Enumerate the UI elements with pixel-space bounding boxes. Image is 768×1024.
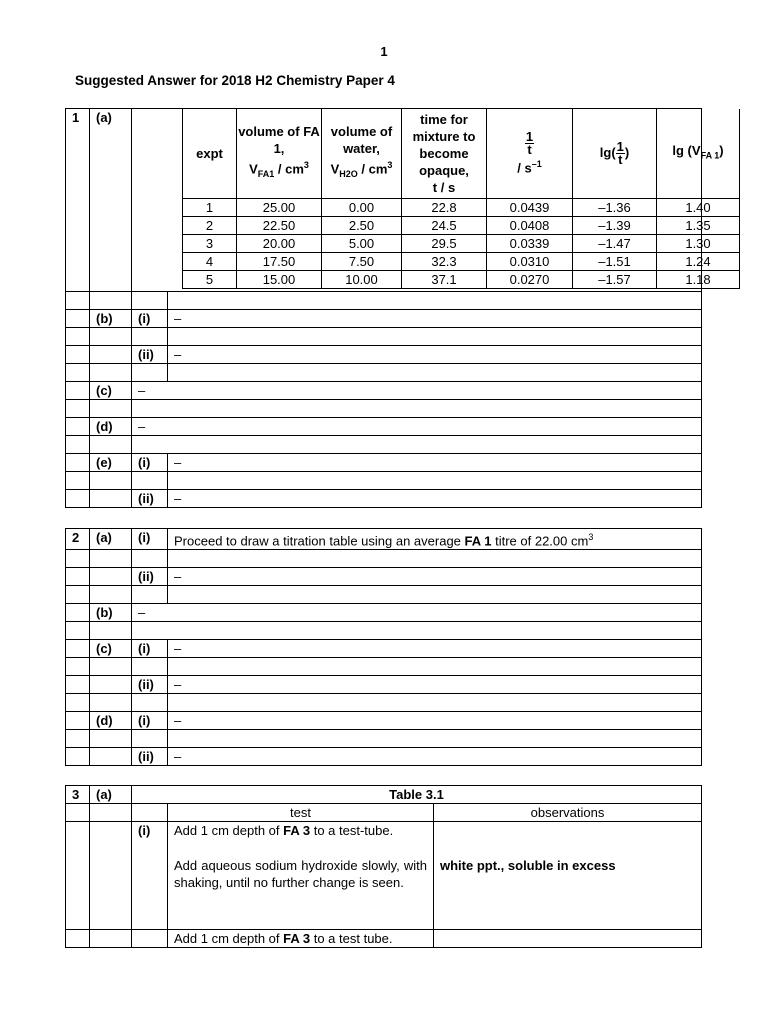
rate-results-table	[182, 109, 740, 289]
q2c-i-answer: –	[168, 640, 702, 658]
q2-number: 2	[66, 529, 90, 550]
q2d-i-answer: –	[168, 712, 702, 730]
q1e-i-label: (i)	[132, 454, 168, 472]
q1e-label: (e)	[90, 454, 132, 472]
test-2-description: Add 1 cm depth of FA 3 to a test tube.	[168, 930, 434, 948]
header-volume-fa1: volume of FA 1, $V_{FA1} / cm^3$	[237, 109, 322, 198]
header-volume-water: volume of water, $V_{H2O} / cm^3$	[322, 109, 402, 198]
q2a-i-answer: Proceed to draw a titration table using an average FA 1 titre of 22.00 $cm^3$	[168, 529, 702, 550]
table-row: 4 17.50 7.50 32.3 0.0310 –1.51 1.24	[183, 252, 740, 270]
q1b-i-label: (i)	[132, 310, 168, 328]
q2c-label: (c)	[90, 640, 132, 658]
q1e-ii-answer: –	[168, 490, 702, 508]
q1b-label: (b)	[90, 310, 132, 328]
header-inverse-time: $\frac{1}{t}$ / $s^{-1}$	[487, 109, 573, 198]
q1d-answer: –	[132, 418, 702, 436]
column-header-observations: observations	[434, 804, 702, 822]
q2a-label: (a)	[90, 529, 132, 550]
q2a-ii-label: (ii)	[132, 568, 168, 586]
q1d-label: (d)	[90, 418, 132, 436]
q1b-ii-answer: –	[168, 346, 702, 364]
q1a-label: (a)	[90, 109, 132, 292]
q2c-i-label: (i)	[132, 640, 168, 658]
q3a-label: (a)	[90, 786, 132, 804]
q2a-ii-answer: –	[168, 568, 702, 586]
q2c-ii-label: (ii)	[132, 676, 168, 694]
q1b-ii-label: (ii)	[132, 346, 168, 364]
q2d-label: (d)	[90, 712, 132, 730]
page-heading: Suggested Answer for 2018 H2 Chemistry Paper 4	[75, 73, 395, 88]
q2c-ii-answer: –	[168, 676, 702, 694]
q1c-label: (c)	[90, 382, 132, 400]
header-time: time for mixture to become opaque, t / s	[402, 109, 487, 198]
q2a-i-label: (i)	[132, 529, 168, 550]
question-1-table	[65, 108, 724, 508]
question-2-table	[65, 528, 702, 766]
q1e-ii-label: (ii)	[132, 490, 168, 508]
q2b-label: (b)	[90, 604, 132, 622]
q1c-answer: –	[132, 382, 702, 400]
table-row: 1 25.00 0.00 22.8 0.0439 –1.36 1.40	[183, 198, 740, 216]
table-3-1-title: Table 3.1	[132, 786, 702, 804]
q1e-i-answer: –	[168, 454, 702, 472]
question-3-table	[65, 785, 702, 948]
q2b-answer: –	[132, 604, 702, 622]
q1-number: 1	[66, 109, 90, 292]
q2d-i-label: (i)	[132, 712, 168, 730]
test-1-description: Add 1 cm depth of FA 3 to a test-tube. Add aqueous sodium hydroxide slowly, with shaking, until no further change is seen.	[168, 822, 434, 930]
column-header-test: test	[168, 804, 434, 822]
header-expt: expt	[183, 109, 237, 198]
table-row: 2 22.50 2.50 24.5 0.0408 –1.39 1.35	[183, 216, 740, 234]
table-row: 3 20.00 5.00 29.5 0.0339 –1.47 1.30	[183, 234, 740, 252]
q2d-ii-label: (ii)	[132, 748, 168, 766]
q1b-i-answer: –	[168, 310, 702, 328]
q1a-cell	[132, 109, 724, 292]
header-lg-volume: $\lg (V_{FA 1})$	[657, 109, 740, 198]
table-row: 5 15.00 10.00 37.1 0.0270 –1.57 1.18	[183, 270, 740, 288]
q3-number: 3	[66, 786, 90, 804]
page-number: 1	[380, 44, 388, 59]
header-lg-inverse-time: lg( $\frac{1}{t}$ )	[573, 109, 657, 198]
q2d-ii-answer: –	[168, 748, 702, 766]
q3a-i-label: (i)	[132, 822, 168, 930]
test-1-observation: white ppt., soluble in excess	[434, 822, 702, 930]
